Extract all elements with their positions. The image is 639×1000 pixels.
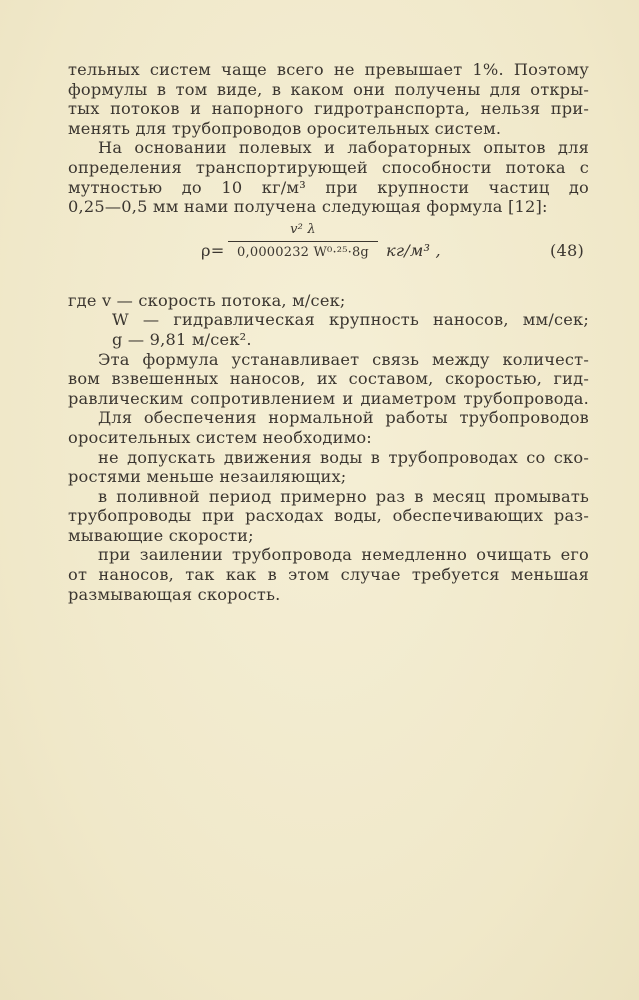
formula-denominator: 0,0000232 W⁰·²⁵·8g xyxy=(237,244,369,260)
paragraph-2 xyxy=(68,138,589,216)
text-line: 0,25—0,5 мм нами получена следующая формула [12]: xyxy=(68,197,548,217)
text-line: не допускать движения воды в трубопроводах со ско- xyxy=(98,447,589,467)
equation-number: (48) xyxy=(549,240,584,260)
text-line: при заилении трубопровода немедленно очищать его xyxy=(98,545,589,565)
text-line: Эта формула устанавливает связь между количест- xyxy=(98,349,589,369)
text-line: На основании полевых и лабораторных опытов для xyxy=(98,138,589,158)
text-line: формулы в том виде, в каком они получены для откры- xyxy=(68,79,589,99)
paragraph-6 xyxy=(68,487,589,546)
definition-g: g — 9,81 м/сек². xyxy=(112,329,252,349)
paragraph-7 xyxy=(68,545,589,604)
text-line: трубопроводы при расходах воды, обеспечивающих раз- xyxy=(68,506,589,526)
variable-definitions xyxy=(68,291,589,350)
paragraph-3 xyxy=(68,350,589,409)
text-line: ростями меньше незаиляющих; xyxy=(68,467,347,487)
formula-unit: кг/м³ , xyxy=(386,240,441,260)
text-line: в поливной период примерно раз в месяц промывать xyxy=(98,486,589,506)
text-line: оросительных систем необходимо: xyxy=(68,427,372,447)
definition-w: W — гидравлическая крупность наносов, мм/сек; xyxy=(112,310,589,330)
paragraph-1 xyxy=(68,60,589,138)
definition-v: где v — скорость потока, м/сек; xyxy=(68,290,346,310)
formula-numerator: v² λ xyxy=(290,221,316,237)
text-line: мутностью до 10 кг/м³ при крупности частиц до xyxy=(68,177,589,197)
formula-lhs: ρ= xyxy=(201,240,225,260)
formula-fraction xyxy=(228,221,378,262)
page-text xyxy=(68,60,589,604)
paragraph-5 xyxy=(68,448,589,487)
text-line: от наносов, так как в этом случае требуется меньшая xyxy=(68,565,589,585)
paragraph-4 xyxy=(68,408,589,447)
text-line: размывающая скорость. xyxy=(68,584,281,604)
text-line: определения транспортирующей способности потока с xyxy=(68,157,589,177)
text-line: тых потоков и напорного гидротранспорта, нельзя при- xyxy=(68,99,589,119)
text-line: мывающие скорости; xyxy=(68,525,254,545)
text-line: вом взвешенных наносов, их составом, скоростью, гид- xyxy=(68,369,589,389)
text-line: менять для трубопроводов оросительных систем. xyxy=(68,118,502,138)
formula-48 xyxy=(68,221,589,281)
text-line: Для обеспечения нормальной работы трубопроводов xyxy=(98,408,589,428)
text-line: равлическим сопротивлением и диаметром трубопровода. xyxy=(68,388,589,408)
fraction-bar xyxy=(228,241,378,242)
text-line: тельных систем чаще всего не превышает 1%. Поэтому xyxy=(68,60,589,79)
